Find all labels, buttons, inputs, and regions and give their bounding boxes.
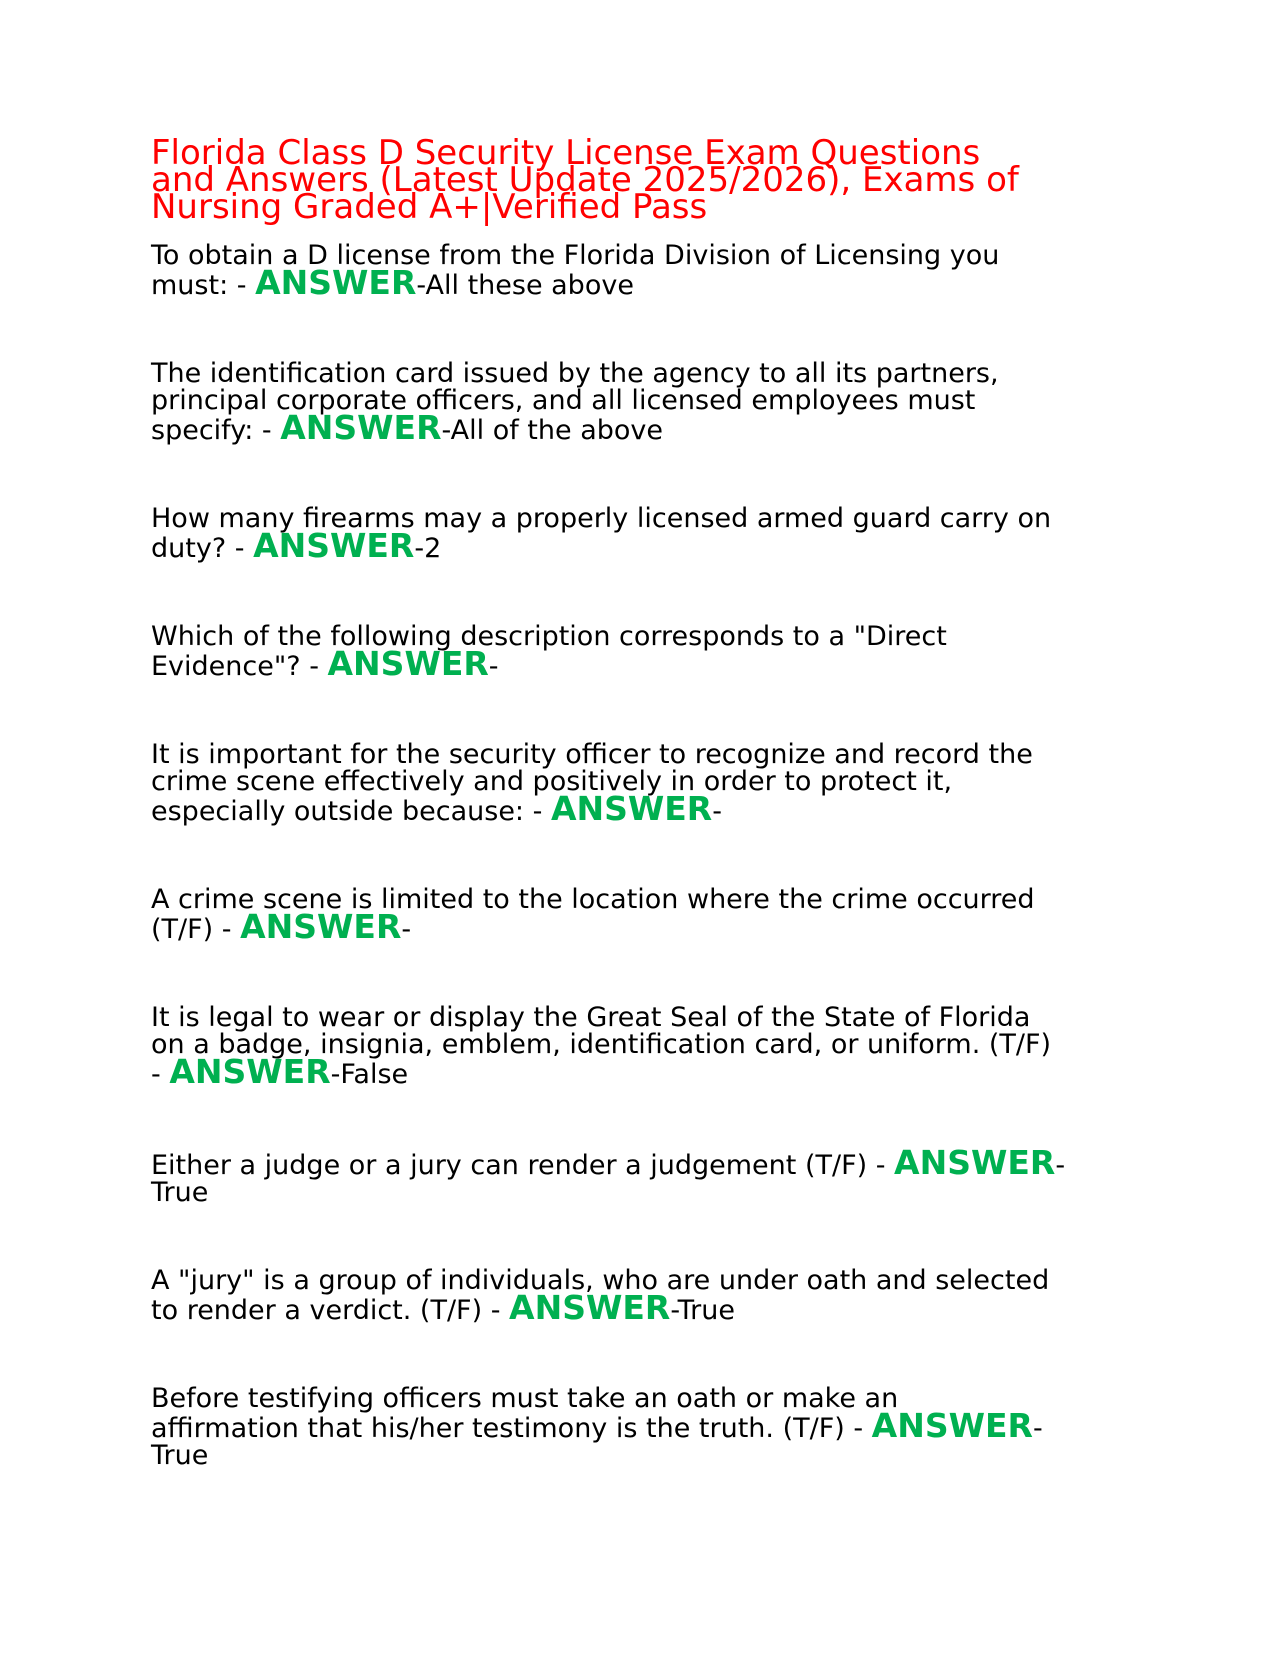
qa-item <box>151 1143 1141 1208</box>
answer-text: -All these above <box>416 270 634 301</box>
question-text: A "jury" is a group of individuals, who are under oath and selected to render a verdict. (T/F) - <box>151 1265 1050 1326</box>
answer-label: ANSWER <box>169 1052 331 1091</box>
qa-item <box>151 358 1141 447</box>
answer-label: ANSWER <box>871 1406 1033 1445</box>
question-text: It is legal to wear or display the Great Seal of the State of Florida on a badge, insignia, emblem, identification card, or uniform. (T/F) - <box>151 1002 1052 1090</box>
document-title: Florida Class D Security License Exam Questions and Answers (Latest Update 2025/2026), Exams of Nursing Graded A+|Verified Pass <box>151 133 1019 227</box>
qa-item <box>151 739 1141 828</box>
document-page <box>151 133 1141 1471</box>
question-text: It is important for the security officer to recognize and record the crime scene effectively and positively in order to protect it, especially outside because: - <box>151 739 1033 827</box>
question-text: The identification card issued by the agency to all its partners, principal corporate officers, and all licensed employees must specify: - <box>151 358 999 446</box>
answer-label: ANSWER <box>240 907 402 946</box>
qa-item <box>151 240 1141 302</box>
question-text: To obtain a D license from the Florida Division of Licensing you must: - <box>151 240 1000 301</box>
answer-label: ANSWER <box>327 644 489 683</box>
answer-text: -All of the above <box>441 415 663 446</box>
answer-text: -True <box>670 1295 735 1326</box>
answer-text: - <box>712 796 722 827</box>
qa-item <box>151 621 1141 683</box>
question-text: Before testifying officers must take an oath or make an affirmation that his/her testimony is the truth. (T/F) - <box>151 1383 899 1444</box>
qa-item <box>151 1002 1141 1091</box>
answer-text: - <box>401 914 412 945</box>
answer-text: -2 <box>414 533 442 564</box>
question-text: A crime scene is limited to the location where the crime occurred (T/F) - <box>151 884 1035 945</box>
answer-text: - True <box>151 1150 1066 1208</box>
qa-item <box>151 1385 1141 1469</box>
answer-label: ANSWER <box>509 1288 671 1327</box>
qa-item <box>151 884 1141 946</box>
answer-label: ANSWER <box>894 1143 1056 1182</box>
answer-label: ANSWER <box>550 789 713 828</box>
answer-text: - True <box>151 1413 1043 1471</box>
answer-label: ANSWER <box>280 408 442 447</box>
qa-item <box>151 1265 1141 1327</box>
answer-text: -False <box>330 1059 409 1090</box>
answer-label: ANSWER <box>253 526 415 565</box>
question-text: How many firearms may a properly licensed armed guard carry on duty? - <box>151 503 1052 564</box>
question-text: Either a judge or a jury can render a judgement (T/F) - <box>151 1150 895 1181</box>
answer-label: ANSWER <box>255 263 417 302</box>
answer-text: - <box>488 651 499 682</box>
qa-item <box>151 503 1141 565</box>
question-text: Which of the following description corresponds to a "Direct Evidence"? - <box>151 621 947 682</box>
